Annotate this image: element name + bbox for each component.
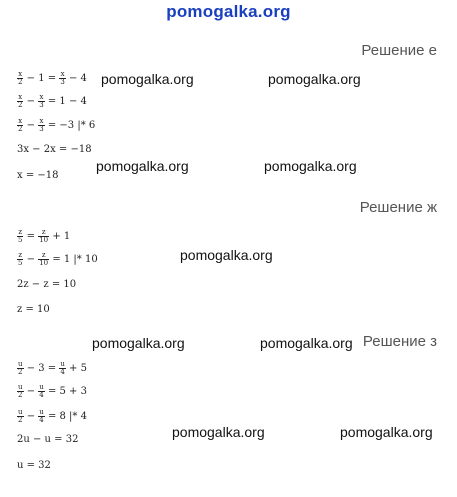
equation-text: = 8 |* 4 — [44, 411, 87, 422]
equation-text: = — [23, 231, 39, 242]
equation-text: z = 10 — [17, 304, 50, 315]
equation-text: − — [23, 254, 39, 265]
equation-line — [17, 460, 51, 471]
fraction: $\frac{u}{4}$ — [60, 360, 65, 376]
equation-text: 2z − z = 10 — [17, 279, 77, 290]
watermark-text: pomogalka.org — [260, 335, 353, 351]
fraction: $\frac{u}{2}$ — [18, 360, 23, 376]
equation-line — [17, 144, 92, 155]
equation-line — [17, 71, 87, 86]
equation-text: 2u − u = 32 — [17, 434, 79, 445]
fraction: $\frac{x}{2}$ — [18, 117, 23, 133]
fraction: $\frac{u}{2}$ — [18, 408, 23, 424]
equation-line — [17, 434, 78, 445]
watermark-text: pomogalka.org — [180, 247, 273, 263]
equation-line — [17, 118, 95, 133]
fraction: $\frac{z}{5}$ — [18, 251, 23, 267]
fraction: $\frac{u}{4}$ — [39, 408, 44, 424]
equation-text: + 5 — [65, 363, 87, 374]
equation-line — [17, 229, 70, 244]
equation-line — [17, 409, 87, 424]
equation-text: u = 32 — [17, 460, 51, 471]
section-heading-e: Решение е — [361, 42, 437, 59]
equation-line — [17, 279, 76, 290]
equation-text: = 1 |* 10 — [49, 254, 98, 265]
equation-text: − — [23, 96, 39, 107]
equation-text: − 1 = — [23, 73, 60, 84]
equation-line — [17, 94, 87, 109]
equation-line — [17, 304, 50, 315]
fraction: $\frac{z}{5}$ — [18, 228, 23, 244]
fraction: $\frac{z}{10}$ — [39, 251, 49, 267]
equation-text: = −3 |* 6 — [44, 120, 96, 131]
fraction: $\frac{x}{3}$ — [39, 93, 44, 109]
watermark-text: pomogalka.org — [96, 158, 189, 174]
section-heading-zh: Решение ж — [359, 199, 437, 216]
fraction: $\frac{u}{2}$ — [18, 383, 23, 399]
equation-text: − — [23, 120, 39, 131]
equation-text: = 1 − 4 — [44, 96, 87, 107]
equation-line — [17, 170, 58, 181]
equation-text: − 4 — [65, 73, 87, 84]
watermark-text: pomogalka.org — [264, 158, 357, 174]
equation-text: 3x − 2x = −18 — [17, 144, 92, 155]
equation-text: − 3 = — [23, 363, 60, 374]
section-heading-z: Решение з — [362, 333, 437, 350]
site-header[interactable]: pomogalka.org — [166, 2, 291, 21]
watermark-text: pomogalka.org — [340, 424, 433, 440]
equation-text: x = −18 — [17, 170, 59, 181]
equation-line — [17, 361, 87, 376]
watermark-text: pomogalka.org — [92, 335, 185, 351]
equation-line — [17, 384, 87, 399]
equation-text: − — [23, 411, 39, 422]
watermark-text: pomogalka.org — [268, 71, 361, 87]
equation-text: − — [23, 386, 39, 397]
equation-line — [17, 252, 98, 267]
fraction: $\frac{z}{10}$ — [39, 228, 49, 244]
fraction: $\frac{u}{4}$ — [39, 383, 44, 399]
fraction: $\frac{x}{3}$ — [39, 117, 44, 133]
watermark-text: pomogalka.org — [101, 71, 194, 87]
fraction: $\frac{x}{3}$ — [60, 70, 65, 86]
watermark-text: pomogalka.org — [172, 424, 265, 440]
fraction: $\frac{x}{2}$ — [18, 70, 23, 86]
fraction: $\frac{x}{2}$ — [18, 93, 23, 109]
equation-text: = 5 + 3 — [44, 386, 87, 397]
equation-text: + 1 — [49, 231, 71, 242]
